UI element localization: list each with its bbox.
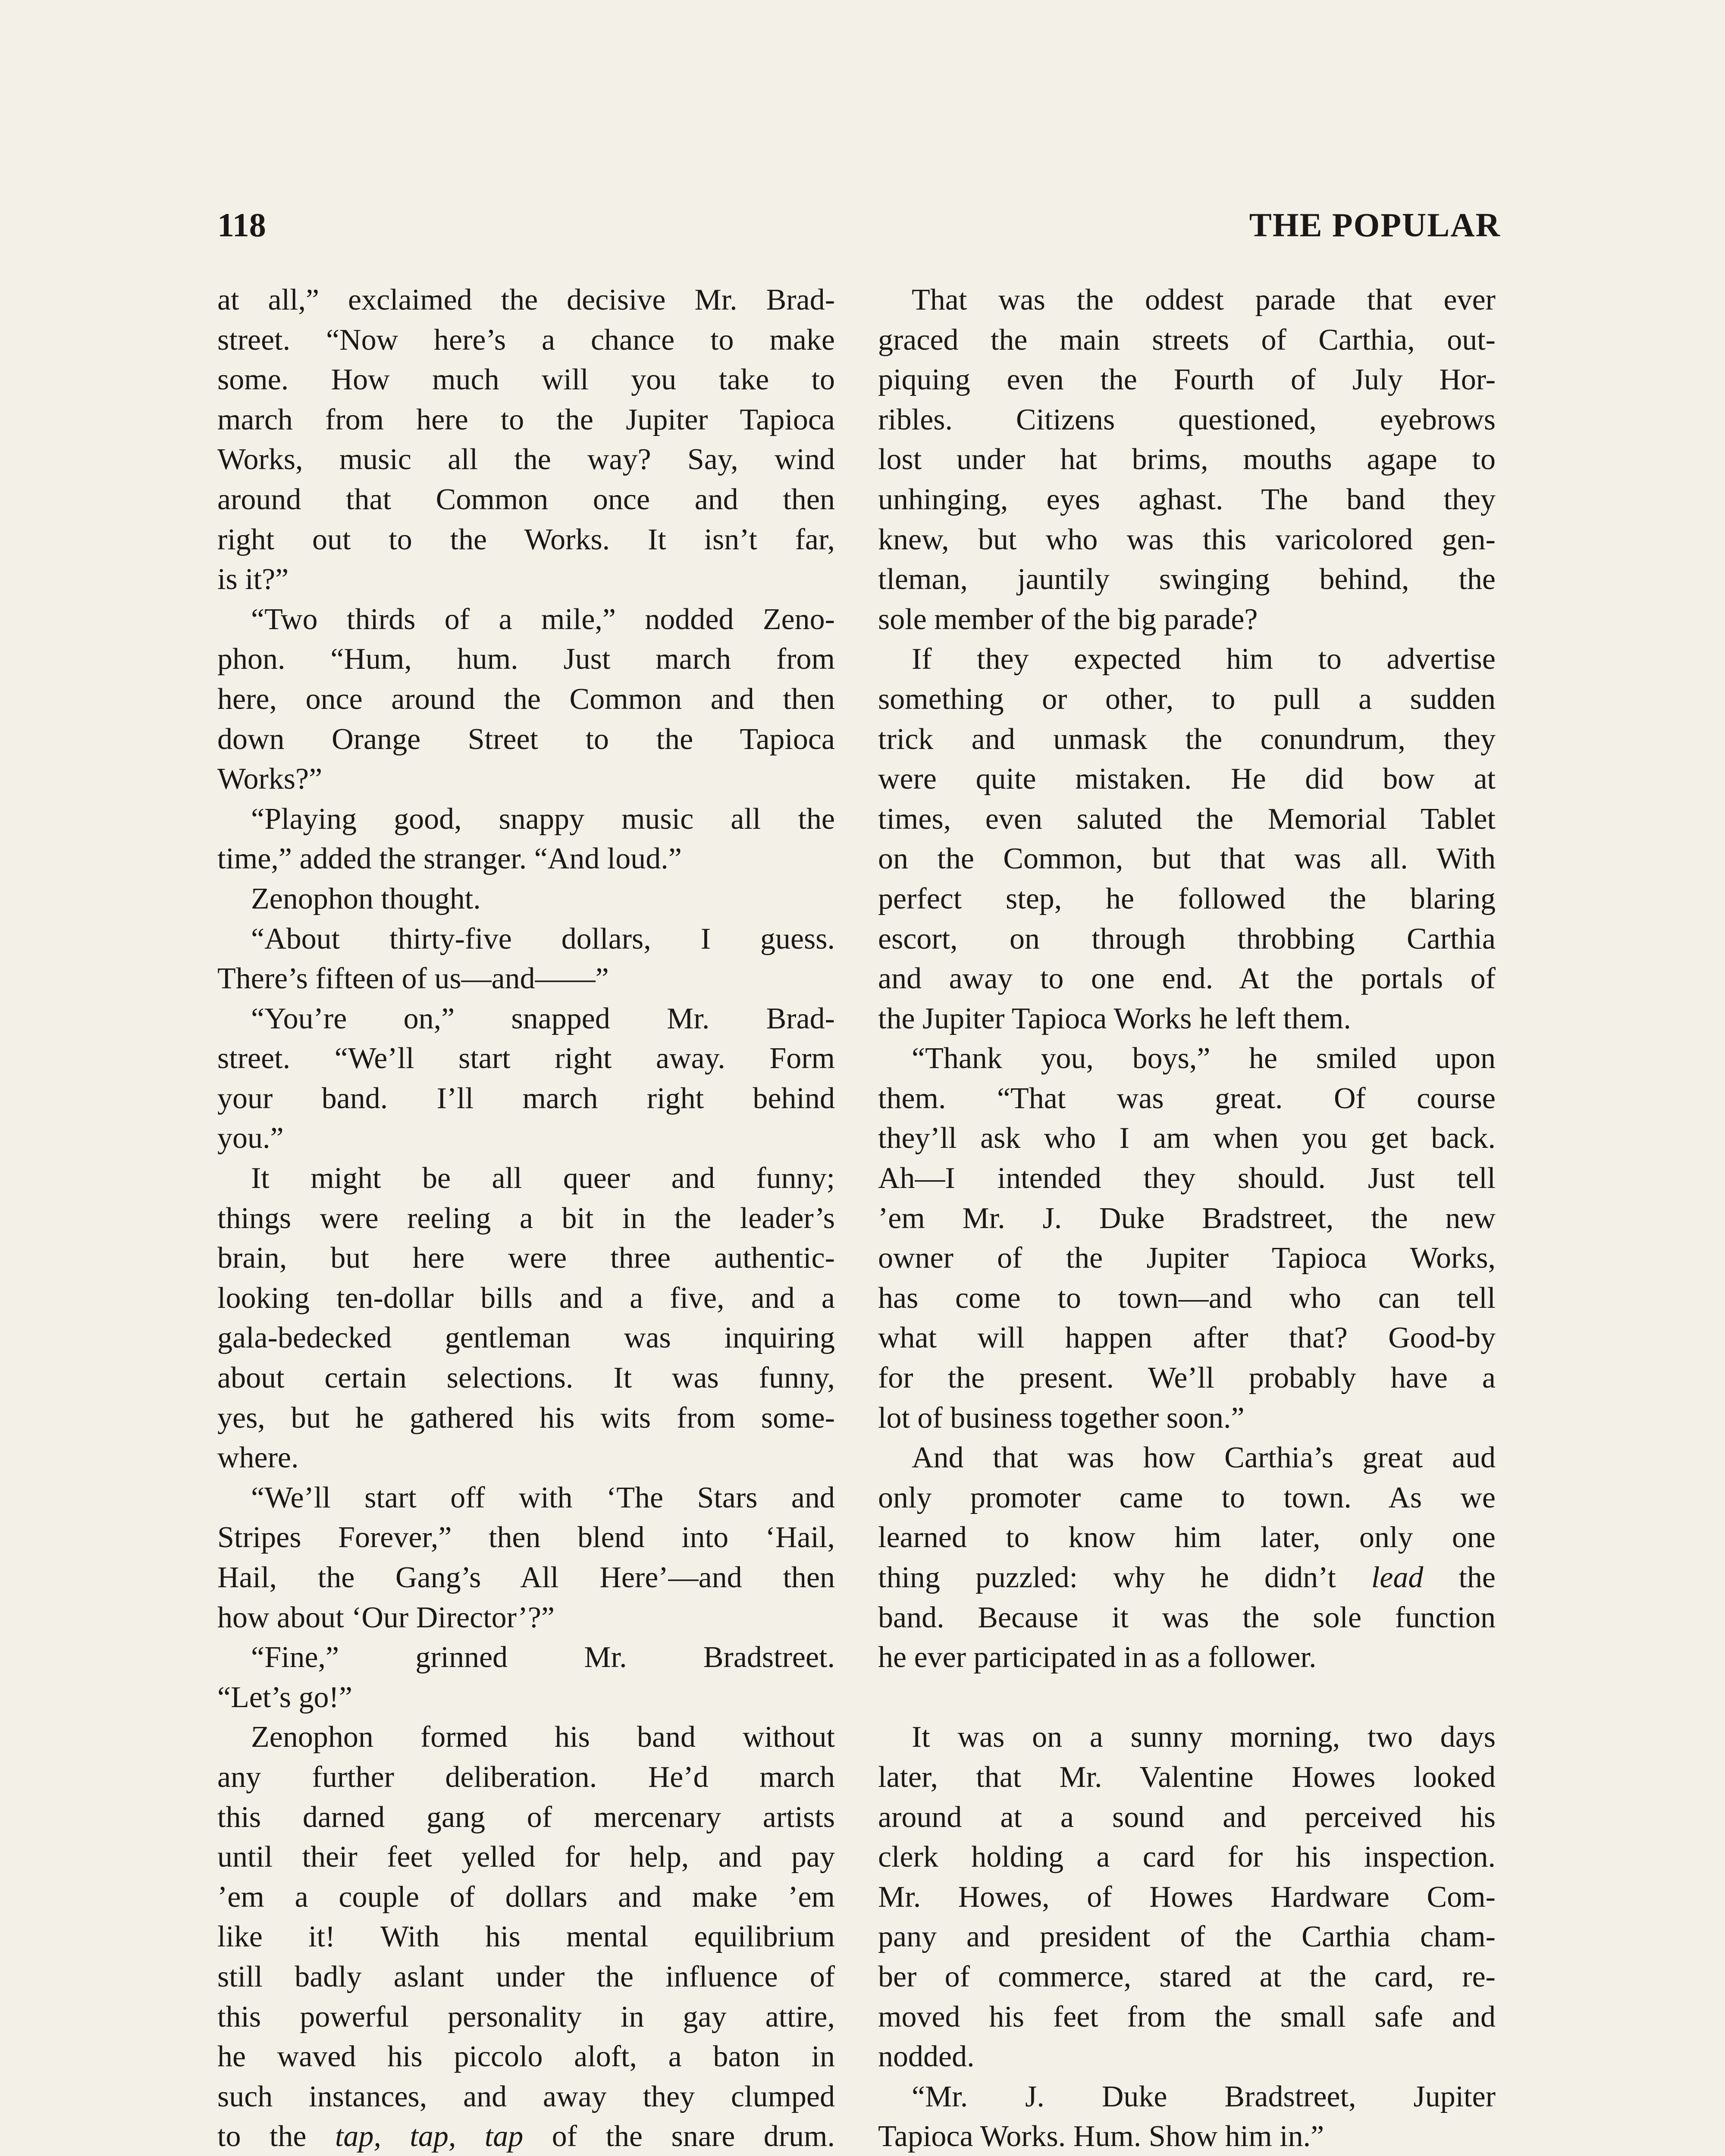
text-line: street. “Now here’s a chance to make (217, 323, 835, 357)
text-line: you.” (217, 1122, 284, 1155)
text-line: is it?” (217, 563, 289, 596)
text-line: he ever participated in as a follower. (878, 1641, 1317, 1674)
text-line: piquing even the Fourth of July Hor- (878, 363, 1496, 397)
text-line (217, 2117, 835, 2156)
text-line: owner of the Jupiter Tapioca Works, (878, 1241, 1496, 1275)
text-line: knew, but who was this varicolored gen- (878, 523, 1496, 556)
text-line: the Jupiter Tapioca Works he left them. (878, 1002, 1351, 1035)
text-line: “We’ll start off with ‘The Stars and (251, 1481, 835, 1514)
text-line: moved his feet from the small safe and (878, 2000, 1496, 2034)
italic-phrase: lead (1371, 1561, 1424, 1594)
text-line: ’em Mr. J. Duke Bradstreet, the new (878, 1201, 1496, 1235)
text-line: Works, music all the way? Say, wind (217, 443, 835, 476)
text-line: where. (217, 1441, 299, 1475)
text-line: Ah—I intended they should. Just tell (878, 1162, 1496, 1195)
italic-phrase: tap, tap, tap (335, 2120, 524, 2153)
text-line: street. “We’ll start right away. Form (217, 1042, 835, 1075)
text-line: about certain selections. It was funny, (217, 1361, 835, 1395)
text-line: “Two thirds of a mile,” nodded Zeno- (251, 602, 835, 636)
text-line: were quite mistaken. He did bow at (878, 762, 1496, 796)
text-line: And that was how Carthia’s great aud (912, 1441, 1496, 1475)
text-fragment: thing puzzled: why he didn’t (878, 1561, 1371, 1594)
text-line: Mr. Howes, of Howes Hardware Com- (878, 1880, 1496, 1914)
text-line: down Orange Street to the Tapioca (217, 722, 835, 756)
text-line: they’ll ask who I am when you get back. (878, 1122, 1496, 1155)
text-line: at all,” exclaimed the decisive Mr. Brad- (217, 283, 835, 317)
right-text-column (878, 280, 1496, 2156)
text-line: around that Common once and then (217, 483, 835, 516)
text-line: them. “That was great. Of course (878, 1081, 1496, 1115)
text-line: graced the main streets of Carthia, out- (878, 323, 1496, 357)
text-line: only promoter came to town. As we (878, 1481, 1496, 1514)
text-line: here, once around the Common and then (217, 682, 835, 716)
text-line: Stripes Forever,” then blend into ‘Hail, (217, 1521, 835, 1554)
text-line: still badly aslant under the influence of (217, 1960, 835, 1993)
text-line: time,” added the stranger. “And loud.” (217, 842, 682, 876)
text-line: tleman, jauntily swinging behind, the (878, 563, 1496, 596)
text-fragment: the (1423, 1561, 1496, 1594)
text-line: “Fine,” grinned Mr. Bradstreet. (251, 1641, 835, 1674)
text-line: around at a sound and perceived his (878, 1800, 1496, 1834)
page-number: 118 (217, 206, 266, 244)
text-line: unhinging, eyes aghast. The band they (878, 483, 1496, 516)
text-line: learned to know him later, only one (878, 1521, 1496, 1554)
text-line: something or other, to pull a sudden (878, 682, 1496, 716)
text-line: sole member of the big parade? (878, 602, 1258, 636)
left-text-column (217, 280, 835, 2156)
text-line: gala-bedecked gentleman was inquiring (217, 1321, 835, 1355)
text-line: clerk holding a card for his inspection. (878, 1840, 1496, 1874)
text-line: how about ‘Our Director’?” (217, 1601, 555, 1634)
text-line: phon. “Hum, hum. Just march from (217, 642, 835, 676)
text-line: nodded. (878, 2040, 975, 2074)
text-fragment: to the (217, 2120, 335, 2153)
running-head: THE POPULAR (1249, 206, 1501, 244)
text-line: things were reeling a bit in the leader’s (217, 1201, 835, 1235)
text-line: later, that Mr. Valentine Howes looked (878, 1760, 1496, 1794)
text-line: some. How much will you take to (217, 363, 835, 397)
text-line: trick and unmask the conundrum, they (878, 722, 1496, 756)
text-line: “Playing good, snappy music all the (251, 802, 835, 836)
text-line: what will happen after that? Good-by (878, 1321, 1496, 1355)
text-line: It might be all queer and funny; (251, 1162, 835, 1195)
text-line: “Thank you, boys,” he smiled upon (912, 1042, 1496, 1075)
text-line: has come to town—and who can tell (878, 1281, 1496, 1315)
text-line: lot of business together soon.” (878, 1401, 1245, 1435)
text-line: pany and president of the Carthia cham- (878, 1920, 1496, 1954)
text-line: until their feet yelled for help, and pay (217, 1840, 835, 1874)
text-line (878, 1558, 1496, 1598)
text-line: he waved his piccolo aloft, a baton in (217, 2040, 835, 2074)
text-line: Hail, the Gang’s All Here’—and then (217, 1561, 835, 1594)
text-line: lost under hat brims, mouths agape to (878, 443, 1496, 476)
text-line: this darned gang of mercenary artists (217, 1800, 835, 1834)
text-line: ber of commerce, stared at the card, re- (878, 1960, 1496, 1993)
text-fragment: of the snare drum. (523, 2120, 835, 2153)
text-line: Tapioca Works. Hum. Show him in.” (878, 2120, 1324, 2153)
text-line: times, even saluted the Memorial Tablet (878, 802, 1496, 836)
text-line: brain, but here were three authentic- (217, 1241, 835, 1275)
text-line: this powerful personality in gay attire, (217, 2000, 835, 2034)
text-line: Zenophon thought. (251, 882, 481, 915)
section-break (878, 1678, 1496, 1718)
text-line: band. Because it was the sole function (878, 1601, 1496, 1634)
text-line: “About thirty-five dollars, I guess. (251, 922, 835, 956)
text-line: perfect step, he followed the blaring (878, 882, 1496, 915)
text-line: If they expected him to advertise (912, 642, 1496, 676)
text-line: like it! With his mental equilibrium (217, 1920, 835, 1954)
text-line: right out to the Works. It isn’t far, (217, 523, 835, 556)
text-line: Works?” (217, 762, 323, 796)
text-line: march from here to the Jupiter Tapioca (217, 403, 835, 436)
text-line: “You’re on,” snapped Mr. Brad- (251, 1002, 835, 1035)
page-header (217, 199, 1501, 251)
text-line: such instances, and away they clumped (217, 2080, 835, 2113)
text-line: and away to one end. At the portals of (878, 962, 1496, 996)
text-line: That was the oddest parade that ever (912, 283, 1496, 317)
text-line: “Mr. J. Duke Bradstreet, Jupiter (912, 2080, 1496, 2113)
text-line: on the Common, but that was all. With (878, 842, 1496, 876)
text-line: ’em a couple of dollars and make ’em (217, 1880, 835, 1914)
text-line: escort, on through throbbing Carthia (878, 922, 1496, 956)
text-line: Zenophon formed his band without (251, 1720, 835, 1754)
text-line: looking ten-dollar bills and a five, and a (217, 1281, 835, 1315)
text-line: for the present. We’ll probably have a (878, 1361, 1496, 1395)
text-line: yes, but he gathered his wits from some- (217, 1401, 835, 1435)
text-line: any further deliberation. He’d march (217, 1760, 835, 1794)
text-line: “Let’s go!” (217, 1680, 352, 1714)
text-line: your band. I’ll march right behind (217, 1081, 835, 1115)
text-line: ribles. Citizens questioned, eyebrows (878, 403, 1496, 436)
text-line: There’s fifteen of us—and——” (217, 962, 609, 996)
text-line: It was on a sunny morning, two days (912, 1720, 1496, 1754)
